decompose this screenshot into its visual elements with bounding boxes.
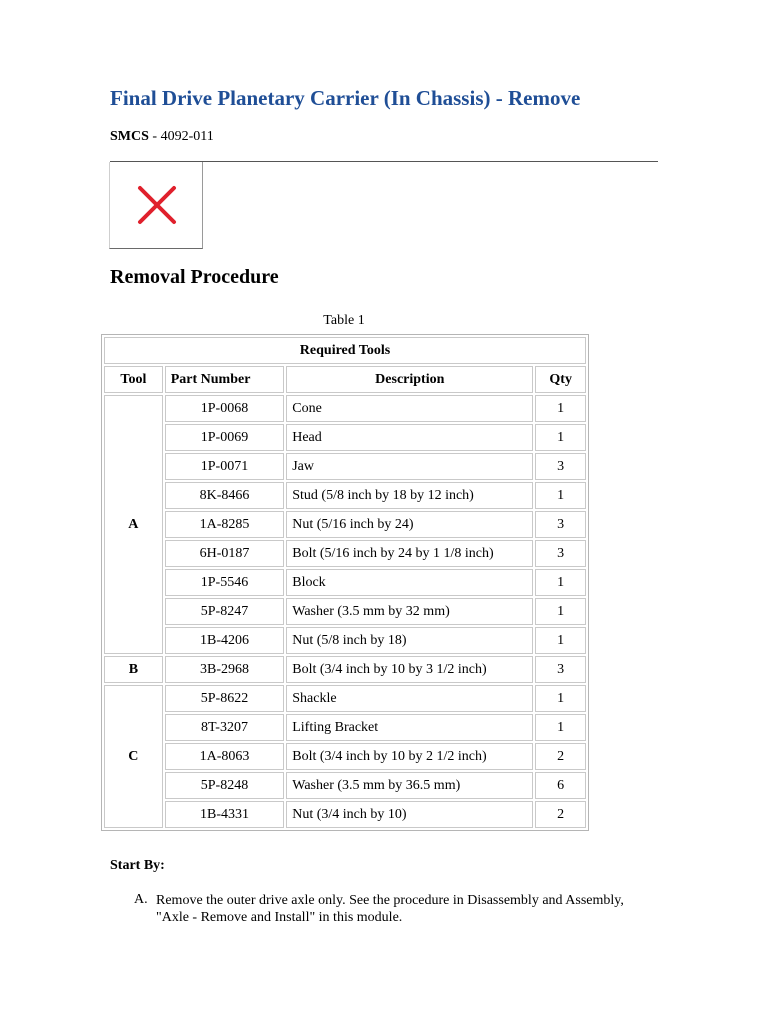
part-number-cell: 1P-0071	[165, 453, 285, 480]
section-heading: Removal Procedure	[110, 266, 279, 288]
description-cell: Nut (5/16 inch by 24)	[286, 511, 533, 538]
table-row	[104, 801, 586, 828]
description-cell: Bolt (3/4 inch by 10 by 3 1/2 inch)	[286, 656, 533, 683]
part-number-cell: 1B-4206	[165, 627, 285, 654]
table-row	[104, 540, 586, 567]
qty-cell: 6	[535, 772, 586, 799]
part-number-cell: 8K-8466	[165, 482, 285, 509]
description-cell: Head	[286, 424, 533, 451]
table-row	[104, 627, 586, 654]
table-row	[104, 685, 586, 712]
step-item	[134, 892, 634, 926]
description-cell: Block	[286, 569, 533, 596]
part-number-cell: 1P-5546	[165, 569, 285, 596]
part-number-cell: 5P-8622	[165, 685, 285, 712]
column-header-part-number: Part Number	[165, 366, 285, 393]
table-row	[104, 772, 586, 799]
description-cell: Jaw	[286, 453, 533, 480]
qty-cell: 1	[535, 627, 586, 654]
table-row	[104, 656, 586, 683]
broken-image-placeholder	[109, 162, 203, 249]
column-header-tool: Tool	[104, 366, 163, 393]
tool-group-cell: C	[104, 685, 163, 828]
part-number-cell: 1A-8063	[165, 743, 285, 770]
step-text: Remove the outer drive axle only. See the procedure in Disassembly and Assembly, "Axle - Remove and Install" in this module.	[156, 893, 624, 925]
qty-cell: 3	[535, 540, 586, 567]
table-row	[104, 482, 586, 509]
qty-cell: 3	[535, 656, 586, 683]
column-header-qty: Qty	[535, 366, 586, 393]
part-number-cell: 1B-4331	[165, 801, 285, 828]
smcs-value: - 4092-011	[148, 129, 214, 144]
part-number-cell: 1P-0069	[165, 424, 285, 451]
qty-cell: 3	[535, 511, 586, 538]
table-row	[104, 395, 586, 422]
table-caption: Table 1	[323, 313, 365, 328]
part-number-cell: 5P-8248	[165, 772, 285, 799]
part-number-cell: 8T-3207	[165, 714, 285, 741]
qty-cell: 1	[535, 482, 586, 509]
part-number-cell: 5P-8247	[165, 598, 285, 625]
qty-cell: 1	[535, 424, 586, 451]
qty-cell: 1	[535, 569, 586, 596]
table-row	[104, 743, 586, 770]
table-body	[104, 395, 586, 828]
column-header-row	[104, 366, 586, 393]
qty-cell: 1	[535, 714, 586, 741]
required-tools-table	[101, 334, 589, 831]
part-number-cell: 1A-8285	[165, 511, 285, 538]
step-letter: A.	[134, 892, 148, 907]
qty-cell: 1	[535, 685, 586, 712]
table-row	[104, 714, 586, 741]
qty-cell: 3	[535, 453, 586, 480]
description-cell: Cone	[286, 395, 533, 422]
table-header: Required Tools	[104, 337, 586, 364]
table-row	[104, 424, 586, 451]
part-number-cell: 6H-0187	[165, 540, 285, 567]
broken-image-x-icon	[137, 185, 177, 225]
qty-cell: 1	[535, 598, 586, 625]
description-cell: Nut (5/8 inch by 18)	[286, 627, 533, 654]
table-row	[104, 511, 586, 538]
qty-cell: 2	[535, 801, 586, 828]
description-cell: Nut (3/4 inch by 10)	[286, 801, 533, 828]
tool-group-cell: B	[104, 656, 163, 683]
table-row	[104, 598, 586, 625]
description-cell: Bolt (5/16 inch by 24 by 1 1/8 inch)	[286, 540, 533, 567]
table-row	[104, 453, 586, 480]
description-cell: Lifting Bracket	[286, 714, 533, 741]
description-cell: Shackle	[286, 685, 533, 712]
description-cell: Washer (3.5 mm by 36.5 mm)	[286, 772, 533, 799]
qty-cell: 2	[535, 743, 586, 770]
start-by-label: Start By:	[110, 858, 165, 873]
description-cell: Stud (5/8 inch by 18 by 12 inch)	[286, 482, 533, 509]
qty-cell: 1	[535, 395, 586, 422]
smcs-code	[110, 129, 214, 145]
table-row	[104, 569, 586, 596]
column-header-description: Description	[286, 366, 533, 393]
tool-group-cell: A	[104, 395, 163, 654]
description-cell: Bolt (3/4 inch by 10 by 2 1/2 inch)	[286, 743, 533, 770]
page-title: Final Drive Planetary Carrier (In Chassis) - Remove	[110, 86, 581, 110]
table-title-row	[104, 337, 586, 364]
part-number-cell: 3B-2968	[165, 656, 285, 683]
part-number-cell: 1P-0068	[165, 395, 285, 422]
smcs-label: SMCS	[110, 129, 149, 144]
description-cell: Washer (3.5 mm by 32 mm)	[286, 598, 533, 625]
